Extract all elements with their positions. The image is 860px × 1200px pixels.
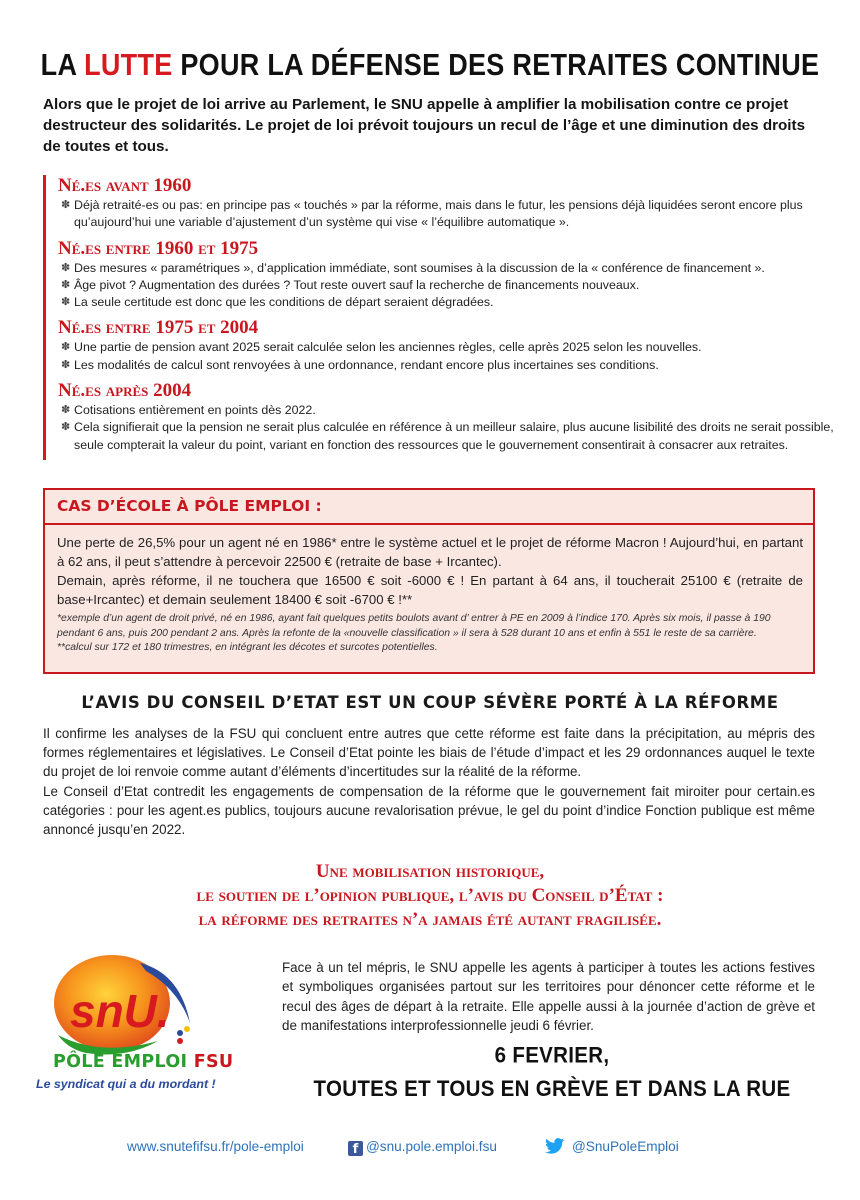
website-link[interactable]: www.snutefifsu.fr/pole-emploi (127, 1139, 304, 1154)
snu-logo (30, 953, 230, 1093)
list-item (58, 294, 838, 311)
bullet-icon: ✽ (61, 358, 71, 371)
strike-line: TOUTES ET TOUS EN GRÈVE ET DANS LA RUE (313, 1076, 791, 1102)
call-to-action-text: Face à un tel mépris, le SNU appelle les agents à participer à toutes les actions festives et symboliques organisées partout sur les territoires pour dénoncer cette réforme et le recul des âges de départ à la retraite. Elle appelle aussi à la journée d’action de grève et de manifestations interprofessionnelle jeudi 6 février. (282, 960, 815, 1033)
list-item (58, 402, 838, 419)
bullet-icon: ✽ (61, 421, 71, 434)
bullet-icon: ✽ (61, 261, 71, 274)
logo-organisation-name (53, 1052, 233, 1072)
group-1960-1975 (58, 238, 838, 312)
logo-dot-red (177, 1038, 183, 1044)
bullet-icon: ✽ (61, 278, 71, 291)
list-item-text: Cela signifierait que la pension ne serait plus calculée en référence à un meilleur salaire, plus aucune lisibilité des droits ne serait possible, seule compterait la valeur du point, variant en fonction des ressources que le gouvernement consentirait à consacrer aux retraites. (74, 420, 834, 452)
mobilisation-line: le soutien de l’opinion publique, l’avis du Conseil d’État : (196, 885, 664, 906)
list-item-text: Âge pivot ? Augmentation des durées ? Tout reste ouvert sauf la recherche de financements nouveaux. (74, 277, 640, 292)
twitter-link[interactable] (545, 1136, 679, 1158)
logo-fsu: FSU (193, 1052, 234, 1072)
list-item-text: Déjà retraité-es ou pas: en principe pas « touchés » par la réforme, mais dans le futur, les pensions déjà liquidées seront encore plus qu’aujourd’hui une variable d’ajustement d’un système qui vise « l’équilibre automatique ». (74, 198, 803, 230)
avis-text (43, 724, 815, 839)
group-heading: Né.es entre 1960 et 1975 (58, 237, 259, 259)
list-item (58, 197, 838, 232)
logo-name: PÔLE EMPLOI (53, 1052, 188, 1072)
list-item (58, 260, 838, 277)
case-study-paragraph: Demain, après réforme, il ne touchera que 16500 € soit -6000 € ! En partant à 64 ans, il toucherait 25100 € (retraite de base+Ircantec) et demain seulement 18400 € soit -6700 € !** (57, 573, 803, 607)
list-item (58, 339, 838, 356)
group-items (58, 339, 838, 374)
case-study-footnote: *exemple d’un agent de droit privé, né en 1986, ayant fait quelques petits boulots avant d’ entrer à PE en 2009 à l’indice 170. Après six mois, il passe à 190 pendant 6 ans, puis 200 pendant 2 ans. Après la refonte de la «nouvelle classification » il sera à 528 durant 10 ans et enfin à 551 le reste de sa carrière. (57, 613, 771, 639)
list-item-text: Cotisations entièrement en points dès 2022. (74, 403, 316, 418)
facebook-handle: @snu.pole.emploi.fsu (366, 1139, 497, 1154)
avis-paragraph: Il confirme les analyses de la FSU qui concluent entre autres que cette réforme est faite dans la précipitation, au mépris des formes réglementaires et législatives. Le Conseil d’Etat pointe les biais de l’étude d’impact et les 29 ordonnances auquel le texte du projet de loi renvoie comme autant d’éléments d’incertitudes sur la réalité de la réforme. (43, 726, 815, 780)
facebook-icon: f (348, 1141, 363, 1156)
mobilisation-line: Une mobilisation historique, (315, 861, 545, 882)
logo-tagline: Le syndicat qui a du mordant ! (36, 1077, 216, 1091)
group-items (58, 402, 838, 454)
list-item (58, 419, 838, 454)
list-item (58, 277, 838, 294)
bullet-icon: ✽ (61, 296, 71, 309)
list-item-text: Une partie de pension avant 2025 serait calculée selon les anciennes règles, celle après 2025 selon les nouvelles. (74, 340, 702, 355)
list-item-text: Les modalités de calcul sont renvoyées à une ordonnance, rendant encore plus incertaines ses conditions. (74, 357, 659, 372)
twitter-handle: @SnuPoleEmploi (572, 1139, 679, 1154)
strike-line: 6 FEVRIER, (494, 1042, 610, 1068)
birth-groups-section (43, 175, 838, 460)
intro-paragraph: Alors que le projet de loi arrive au Parlement, le SNU appelle à amplifier la mobilisation contre ce projet destructeur des solidarités. Le projet de loi prévoit toujours un recul de l’âge et une diminution des droits de toutes et tous. (43, 96, 806, 155)
logo-dot-blue (177, 1030, 183, 1036)
group-1975-2004 (58, 317, 838, 374)
case-study-paragraph: Une perte de 26,5% pour un agent né en 1986* entre le système actuel et le projet de réforme Macron ! Aujourd’hui, en partant à 62 ans, il peut s’attendre à percevoir 22500 € (retraite de base + Ircantec). (57, 535, 803, 569)
list-item-text: La seule certitude est donc que les conditions de départ seraient dégradées. (74, 295, 494, 310)
title-highlight: LUTTE (84, 48, 173, 82)
avis-heading: L’AVIS DU CONSEIL D’ETAT EST UN COUP SÉVÈRE PORTÉ À LA RÉFORME (81, 693, 779, 712)
title-part1: LA (40, 48, 85, 82)
group-heading: Né.es entre 1975 et 2004 (58, 317, 259, 339)
case-study-footnote: **calcul sur 172 et 180 trimestres, en intégrant les décotes et surcotes potentielles. (57, 642, 438, 653)
page-title (0, 48, 860, 83)
twitter-icon (545, 1138, 565, 1154)
mobilisation-statement (0, 860, 860, 932)
case-study-body (45, 525, 813, 656)
facebook-link[interactable] (348, 1136, 497, 1158)
group-items (58, 260, 838, 312)
bullet-icon: ✽ (61, 404, 71, 417)
logo-dot-yellow (184, 1026, 190, 1032)
bullet-icon: ✽ (61, 199, 71, 211)
group-items (58, 197, 838, 232)
case-study-heading: CAS D’ÉCOLE À PÔLE EMPLOI : (45, 490, 813, 525)
strike-announcement (262, 1039, 842, 1106)
avis-paragraph: Le Conseil d’Etat contredit les engagements de compensation de la réforme que le gouvernement fait miroiter pour certain.es catégories : pour les agent.es publics, toujours aucune revalorisation prévue, le gel du point d’indice Fonction publique est même annoncé jusqu’en 2022. (43, 783, 815, 838)
group-after-2004 (58, 380, 838, 454)
group-heading: Né.es après 2004 (58, 380, 192, 402)
group-heading: Né.es avant 1960 (58, 175, 192, 196)
mobilisation-line: la réforme des retraites n’a jamais été autant fragilisée. (198, 909, 662, 930)
footer (0, 1136, 860, 1160)
list-item-text: Des mesures « paramétriques », d’application immédiate, sont soumises à la discussion de la « conférence de financement ». (74, 260, 765, 275)
case-study-box (43, 488, 815, 674)
group-before-1960 (58, 175, 838, 232)
title-part2: POUR LA DÉFENSE DES RETRAITES CONTINUE (172, 48, 820, 82)
logo-mark-text: snU. (70, 985, 170, 1037)
list-item (58, 357, 838, 374)
bullet-icon: ✽ (61, 341, 71, 354)
